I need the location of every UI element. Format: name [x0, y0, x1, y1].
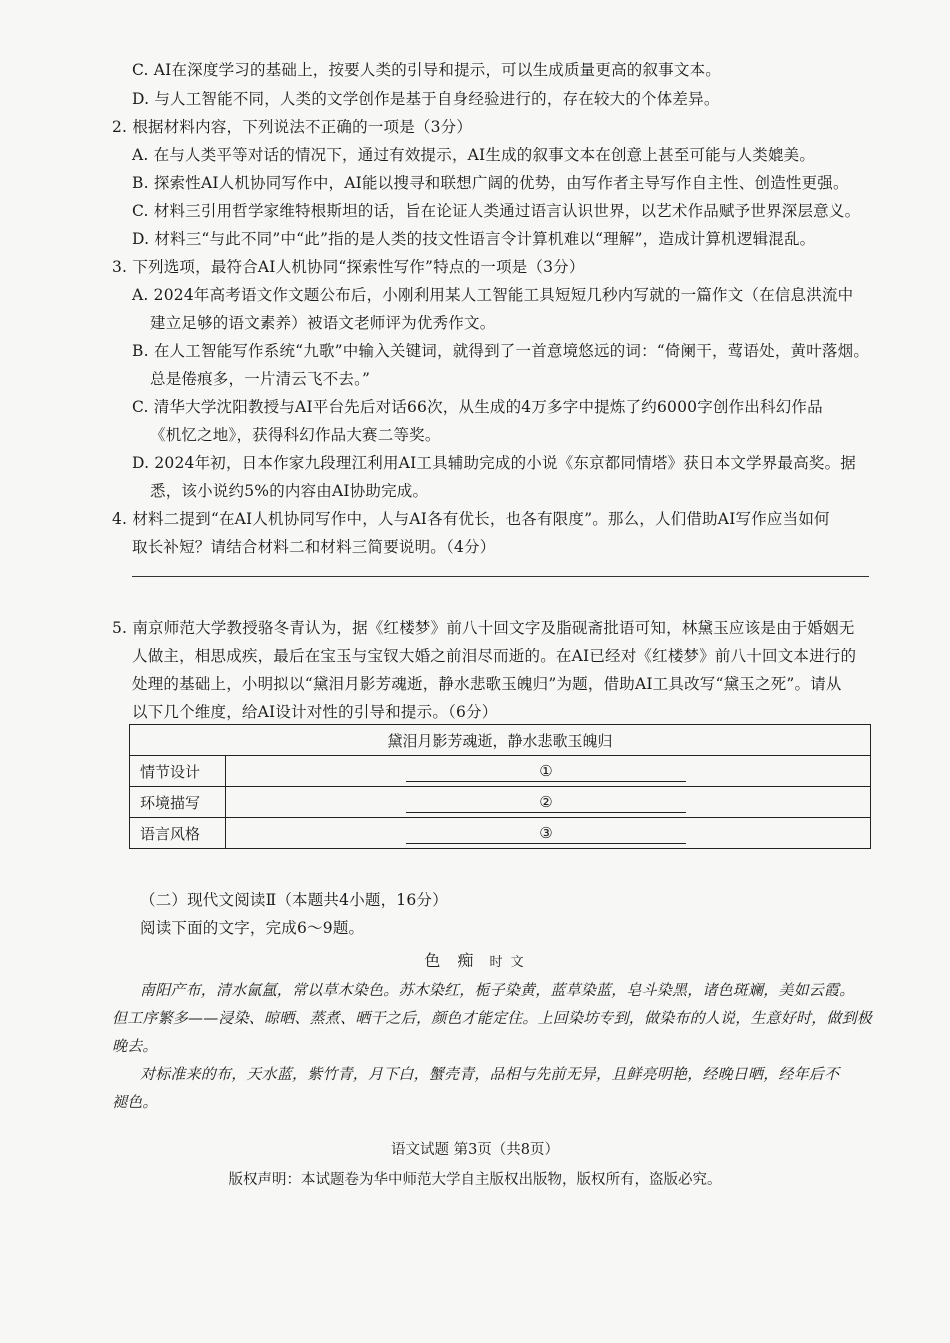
q4-stem-line2: 取长补短？请结合材料二和材料三简要说明。（4分）: [132, 538, 496, 556]
q3-option-c-line1: C. 清华大学沈阳教授与AI平台先后对话66次，从生成的4万多字中提炼了约6000字创作出科幻作品: [132, 398, 823, 416]
story-para1-line2: 但工序繁多——浸染、晾晒、蒸煮、晒干之后，颜色才能定住。上回染坊专到，做染布的人说，生意好时，做到极: [112, 1009, 873, 1027]
q1-option-d: D. 与人工智能不同，人类的文学创作是基于自身经验进行的，存在较大的个体差异。: [132, 90, 720, 108]
q5-stem-line4: 以下几个维度，给AI设计对性的引导和提示。（6分）: [132, 703, 498, 721]
row-label: 环境描写: [130, 787, 226, 818]
section-instruction: 阅读下面的文字，完成6～9题。: [140, 919, 365, 937]
answer-cell: [226, 787, 871, 818]
story-author: 时 文: [489, 955, 526, 970]
answer-cell: [226, 756, 871, 787]
section-heading: （二）现代文阅读Ⅱ（本题共4小题，16分）: [140, 891, 448, 909]
q3-option-b-line1: B. 在人工智能写作系统“九歌”中输入关键词，就得到了一首意境悠远的词：“倚阑干，莺语处，黄叶落烟。: [132, 342, 870, 360]
q4-stem-line1: 4. 材料二提到“在AI人机协同写作中，人与AI各有优长，也各有限度”。那么，人们借助AI写作应当如何: [112, 510, 830, 528]
q4-answer-line: [132, 576, 869, 577]
q3-option-d-line2: 悉，该小说约5%的内容由AI协助完成。: [150, 482, 429, 500]
table-row: [130, 787, 871, 818]
table-row: [130, 818, 871, 849]
table-row: [130, 756, 871, 787]
q3-option-a-line1: A. 2024年高考语文作文题公布后，小刚利用某人工智能工具短短几秒内写就的一篇作文（在信息洪流中: [132, 286, 854, 304]
story-title: 色 痴: [424, 951, 480, 970]
q5-stem-line2: 人做主，相思成疾，最后在宝玉与宝钗大婚之前泪尽而逝的。在AI已经对《红楼梦》前八十回文本进行的: [132, 647, 857, 665]
q5-stem-line3: 处理的基础上，小明拟以“黛泪月影芳魂逝，静水悲歌玉魄归”为题，借助AI工具改写“黛玉之死”。请从: [132, 675, 842, 693]
q5-stem-line1: 5. 南京师范大学教授骆冬青认为，据《红楼梦》前八十回文字及脂砚斋批语可知，林黛玉应该是由于婚姻无: [112, 619, 855, 637]
q2-option-d: D. 材料三“与此不同”中“此”指的是人类的技文性语言令计算机难以“理解”，造成计算机逻辑混乱。: [132, 230, 816, 248]
story-para1-line1: 南阳产布，清水氤氲，常以草木染色。苏木染红，栀子染黄，蓝草染蓝，皂斗染黑，诸色斑斓，美如云霞。: [140, 981, 855, 999]
answer-blank-1: ①: [406, 761, 686, 782]
answer-blank-3: ③: [406, 823, 686, 844]
prompt-design-table: [129, 724, 871, 849]
q2-stem: 2. 根据材料内容，下列说法不正确的一项是（3分）: [112, 118, 473, 136]
story-title-block: [0, 948, 950, 971]
table-header-row: [130, 725, 871, 756]
story-para2-line2: 褪色。: [112, 1093, 158, 1111]
table-header: 黛泪月影芳魂逝，静水悲歌玉魄归: [130, 725, 871, 756]
q3-option-b-line2: 总是倦痕多，一片清云飞不去。”: [150, 370, 371, 388]
q2-option-b: B. 探索性AI人机协同写作中，AI能以搜寻和联想广阔的优势，由写作者主导写作自主性、创造性更强。: [132, 174, 849, 192]
q2-option-c: C. 材料三引用哲学家维特根斯坦的话，旨在论证人类通过语言认识世界，以艺术作品赋予世界深层意义。: [132, 202, 861, 220]
q3-option-c-line2: 《机忆之地》，获得科幻作品大赛二等奖。: [150, 426, 441, 444]
story-para2-line1: 对标准来的布，天水蓝，紫竹青，月下白，蟹壳青，品相与先前无异，且鲜亮明艳，经晚日晒，经年后不: [140, 1065, 840, 1083]
row-label: 情节设计: [130, 756, 226, 787]
page-number: 语文试题 第3页（共8页）: [390, 1142, 560, 1158]
answer-blank-2: ②: [406, 792, 686, 813]
story-para1-line3: 晚去。: [112, 1037, 158, 1055]
copyright-notice: 版权声明：本试题卷为华中师范大学自主版权出版物，版权所有，盗版必究。: [228, 1172, 722, 1188]
answer-cell: [226, 818, 871, 849]
q3-stem: 3. 下列选项，最符合AI人机协同“探索性写作”特点的一项是（3分）: [112, 258, 585, 276]
q2-option-a: A. 在与人类平等对话的情况下，通过有效提示，AI生成的叙事文本在创意上甚至可能与人类媲美。: [132, 146, 816, 164]
q1-option-c: C. AI在深度学习的基础上，按要人类的引导和提示，可以生成质量更高的叙事文本。: [132, 61, 721, 79]
row-label: 语言风格: [130, 818, 226, 849]
q3-option-a-line2: 建立足够的语文素养）被语文老师评为优秀作文。: [150, 314, 496, 332]
q3-option-d-line1: D. 2024年初，日本作家九段理江利用AI工具辅助完成的小说《东京都同情塔》获日本文学界最高奖。据: [132, 454, 856, 472]
